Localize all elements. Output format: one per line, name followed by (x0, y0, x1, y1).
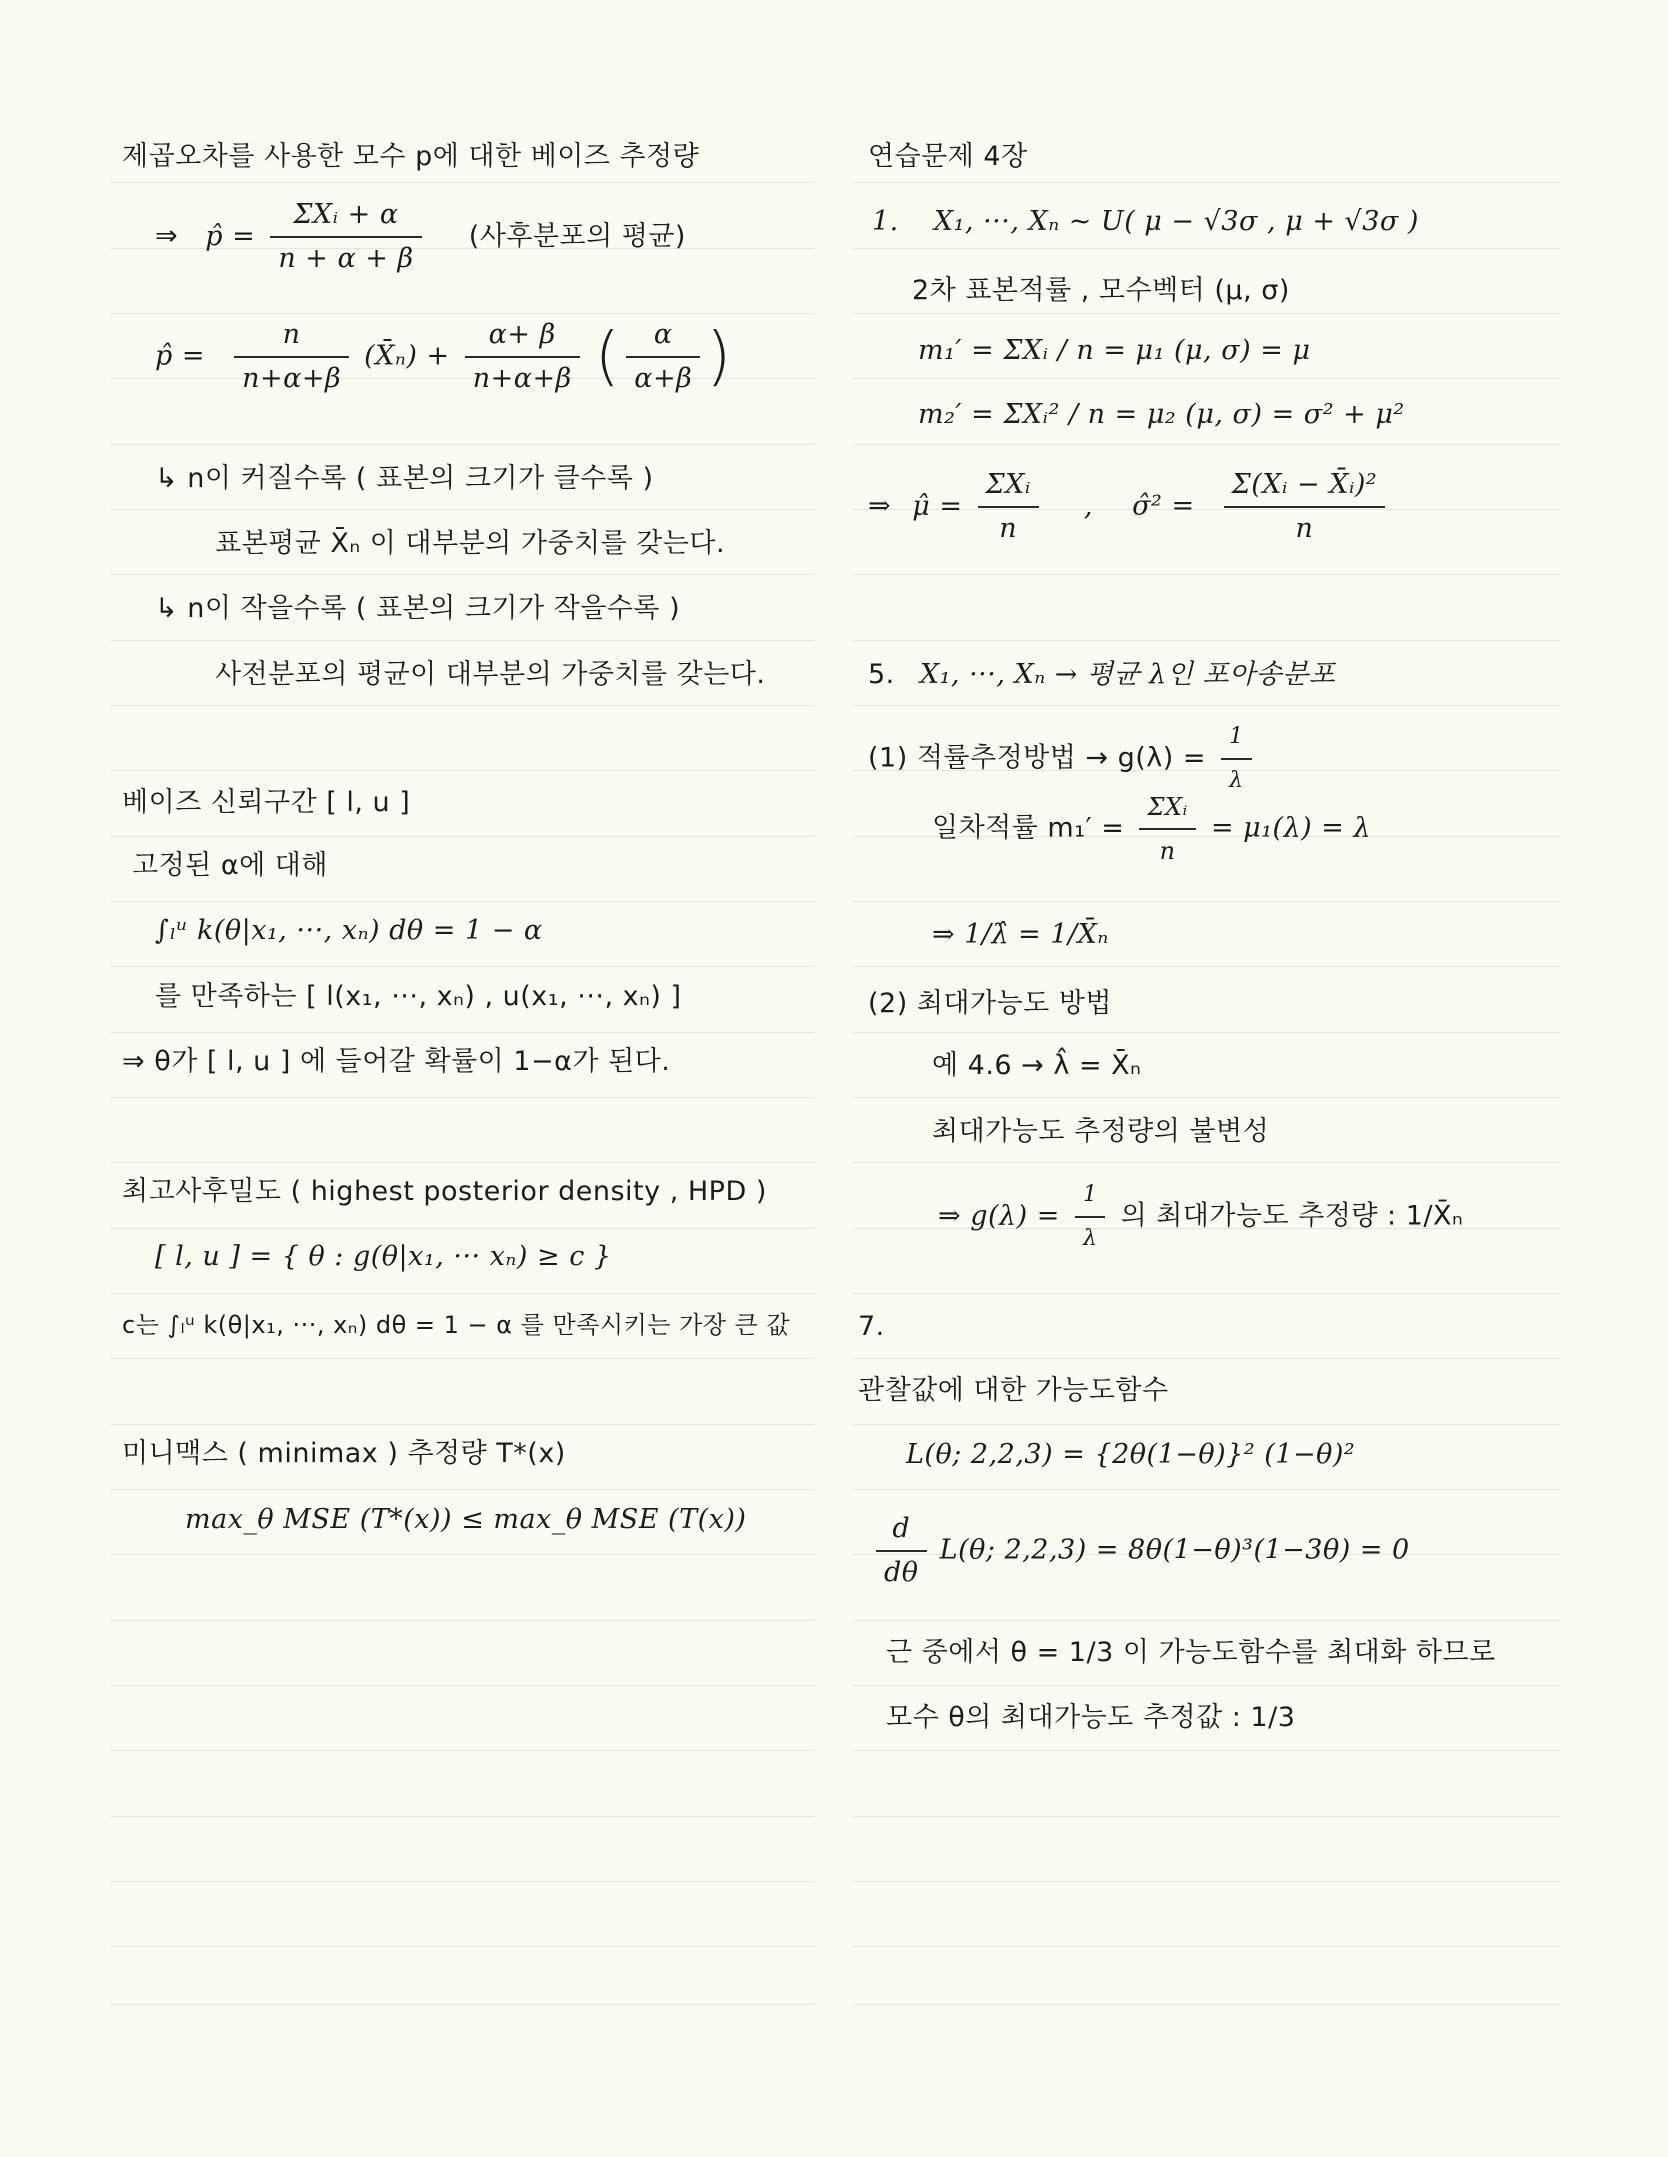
problem-1-model (872, 205, 1419, 239)
text-line: ⇒ θ가 [ l, u ] 에 들어갈 확률이 1−α가 된다. (122, 1046, 671, 1077)
fraction (1075, 1178, 1106, 1256)
fraction-denominator: λ (1082, 1226, 1098, 1251)
fraction (978, 468, 1039, 546)
formula-p-hat (155, 198, 686, 276)
fraction (1139, 790, 1195, 868)
rule-line (852, 966, 1560, 967)
fraction-denominator: n + α + β (278, 243, 414, 274)
rule-line (110, 444, 814, 445)
rule-line (110, 1816, 814, 1817)
part-label: (1) 적률추정방법 → g(λ) = (868, 742, 1206, 774)
rule-line (852, 705, 1560, 706)
rule-line (110, 1032, 814, 1033)
rule-line (110, 640, 814, 641)
moment-equation: m₁′ = ΣXᵢ / n = μ₁ (μ, σ) = μ (918, 335, 1311, 366)
text-line: 2차 표본적률 , 모수벡터 (μ, σ) (912, 275, 1290, 306)
rule-line (852, 1946, 1560, 1947)
text-line: 근 중에서 θ = 1/3 이 가능도함수를 최대화 하므로 (886, 1637, 1496, 1668)
fraction-denominator: n (1159, 837, 1176, 865)
rule-line (852, 1881, 1560, 1882)
fraction-numerator: ΣXᵢ + α (270, 198, 421, 238)
bullet-small-n: ↳ n이 작을수록 ( 표본의 크기가 작을수록 ) (155, 593, 681, 624)
part-label: (2) 최대가능도 방법 (868, 988, 1112, 1019)
rule-line (110, 836, 814, 837)
page-title: 연습문제 4장 (868, 141, 1028, 172)
section-heading: 미니맥스 ( minimax ) 추정량 T*(x) (122, 1438, 566, 1469)
fraction-denominator: n+α+β (242, 363, 342, 394)
formula-p-hat-weighted (155, 318, 732, 396)
rule-line (852, 574, 1560, 575)
example-line: 예 4.6 → λ̂ = X̄ₙ (932, 1050, 1142, 1081)
fraction (1224, 468, 1386, 546)
fraction-numerator: n (234, 318, 349, 358)
hpd-set: [ l, u ] = { θ : g(θ|x₁, ··· xₙ) ≥ c } (155, 1241, 612, 1272)
fraction-numerator: 1 (1075, 1178, 1106, 1218)
method-of-moments (868, 720, 1258, 798)
fraction-numerator: α (626, 318, 700, 358)
sample-mean-term: (X̄ₙ) + (364, 340, 450, 372)
rule-line (110, 509, 814, 510)
fraction-denominator: λ (1229, 768, 1244, 793)
rule-line (110, 1881, 814, 1882)
likelihood-function: L(θ; 2,2,3) = {2θ(1−θ)}² (1−θ)² (906, 1439, 1356, 1470)
mom-result: ⇒ 1/λ̂ = 1/X̄ₙ (932, 919, 1109, 950)
rule-line (110, 1097, 814, 1098)
text-line: 최대가능도 추정량의 불변성 (932, 1116, 1270, 1147)
fraction-numerator: Σ(Xᵢ − X̄ᵢ)² (1224, 468, 1386, 508)
rule-line (852, 1685, 1560, 1686)
derivative-equation (876, 1512, 1410, 1590)
rule-line (110, 182, 814, 183)
moment-tail: = μ₁(λ) = λ (1210, 812, 1372, 844)
fraction-numerator: ΣXᵢ (1139, 790, 1195, 830)
p-hat-label: p̂ = (155, 340, 205, 372)
rule-line (110, 1358, 814, 1359)
rule-line (110, 1293, 814, 1294)
comma: , (1083, 490, 1094, 522)
text-line: 관찰값에 대한 가능도함수 (858, 1375, 1169, 1406)
fraction-numerator: α+ β (465, 318, 580, 358)
sigma-hat-label: σ̂² = (1132, 490, 1195, 522)
integral-formula: ∫ₗᵘ k(θ|x₁, ···, xₙ) dθ = 1 − α (155, 915, 543, 946)
rule-line (110, 1620, 814, 1621)
rule-line (852, 313, 1560, 314)
fraction-denominator: dθ (884, 1557, 919, 1588)
fraction-denominator: n (1295, 513, 1314, 544)
rule-line (852, 1750, 1560, 1751)
rule-line (110, 574, 814, 575)
section-heading: 베이즈 신뢰구간 [ l, u ] (122, 787, 411, 818)
fraction-denominator: α+β (634, 363, 693, 394)
right-column (852, 0, 1560, 2157)
rule-line (110, 770, 814, 771)
estimator-results (868, 468, 1391, 546)
fraction-numerator: 1 (1221, 720, 1252, 760)
rule-line (852, 248, 1560, 249)
answer-line: 모수 θ의 최대가능도 추정값 : 1/3 (886, 1702, 1296, 1733)
left-paren: ( (594, 320, 621, 394)
rule-line (110, 1162, 814, 1163)
rule-line (852, 1162, 1560, 1163)
rule-line (110, 313, 814, 314)
problem-5-model (868, 658, 1335, 692)
derivative-expression: L(θ; 2,2,3) = 8θ(1−θ)³(1−3θ) = 0 (939, 1534, 1410, 1566)
fraction-denominator: n+α+β (472, 363, 572, 394)
rule-line (852, 1293, 1560, 1294)
g-lambda: ⇒ g(λ) = (938, 1200, 1060, 1232)
problem-number: 1. (872, 206, 899, 237)
rule-line (852, 1816, 1560, 1817)
rule-line (852, 2004, 1560, 2005)
rule-line (110, 1554, 814, 1555)
rule-line (110, 1750, 814, 1751)
problem-number: 7. (858, 1311, 885, 1342)
rule-line (110, 901, 814, 902)
rule-line (852, 1620, 1560, 1621)
rule-line (110, 1228, 814, 1229)
rule-line (852, 640, 1560, 641)
fraction-numerator: d (876, 1512, 927, 1552)
rule-line (852, 1097, 1560, 1098)
arrow-symbol: ⇒ (868, 490, 892, 522)
rule-line (852, 1032, 1560, 1033)
rule-line (110, 705, 814, 706)
rule-line (852, 901, 1560, 902)
rule-line (110, 966, 814, 967)
rule-line (852, 1424, 1560, 1425)
minimax-formula: max_θ MSE (T*(x)) ≤ max_θ MSE (T(x)) (185, 1504, 747, 1535)
fraction-denominator: n (999, 513, 1018, 544)
right-paren: ) (706, 320, 732, 394)
distribution: X₁, ···, Xₙ → 평균 λ인 포아송분포 (919, 659, 1336, 690)
bullet-detail: 표본평균 X̄ₙ 이 대부분의 가중치를 갖는다. (215, 528, 726, 559)
problem-number: 5. (868, 659, 895, 690)
rule-line (852, 1358, 1560, 1359)
mu-hat-label: μ̂ = (912, 490, 963, 522)
bullet-large-n: ↳ n이 커질수록 ( 표본의 크기가 클수록 ) (155, 463, 654, 494)
fraction (270, 198, 421, 276)
arrow-symbol: ⇒ (155, 220, 179, 252)
distribution: X₁, ···, Xₙ ~ U( μ − √3σ , μ + √3σ ) (933, 206, 1419, 237)
rule-line (110, 1489, 814, 1490)
fraction (1221, 720, 1252, 798)
note: (사후분포의 평균) (468, 220, 686, 252)
section-heading: 제곱오차를 사용한 모수 p에 대한 베이즈 추정량 (122, 141, 700, 172)
rule-line (852, 444, 1560, 445)
mle-result (938, 1178, 1463, 1256)
first-moment (932, 790, 1371, 868)
rule-line (110, 1946, 814, 1947)
bullet-detail: 사전분포의 평균이 대부분의 가중치를 갖는다. (215, 659, 766, 690)
section-heading: 최고사후밀도 ( highest posterior density , HPD ) (122, 1176, 767, 1207)
mle-text: 의 최대가능도 추정량 : 1/X̄ₙ (1120, 1200, 1464, 1232)
rule-line (110, 2004, 814, 2005)
fraction-numerator: ΣXᵢ (978, 468, 1039, 508)
left-column (110, 0, 814, 2157)
moment-equation: m₂′ = ΣXᵢ² / n = μ₂ (μ, σ) = σ² + μ² (918, 399, 1405, 430)
fraction (465, 318, 580, 396)
fraction (876, 1512, 927, 1590)
text-line: c는 ∫ₗᵘ k(θ|x₁, ···, xₙ) dθ = 1 − α 를 만족시키는 가장 큰 값 (122, 1311, 791, 1339)
fraction (234, 318, 349, 396)
rule-line (852, 1489, 1560, 1490)
fraction (626, 318, 700, 396)
text-line: 고정된 α에 대해 (132, 850, 328, 881)
p-hat-label: p̂ = (205, 220, 256, 252)
text-line: 를 만족하는 [ l(x₁, ···, xₙ) , u(x₁, ···, xₙ) ] (155, 981, 682, 1012)
rule-line (110, 1424, 814, 1425)
rule-line (852, 378, 1560, 379)
rule-line (852, 182, 1560, 183)
moment-label: 일차적률 m₁′ = (932, 812, 1125, 844)
rule-line (110, 1685, 814, 1686)
